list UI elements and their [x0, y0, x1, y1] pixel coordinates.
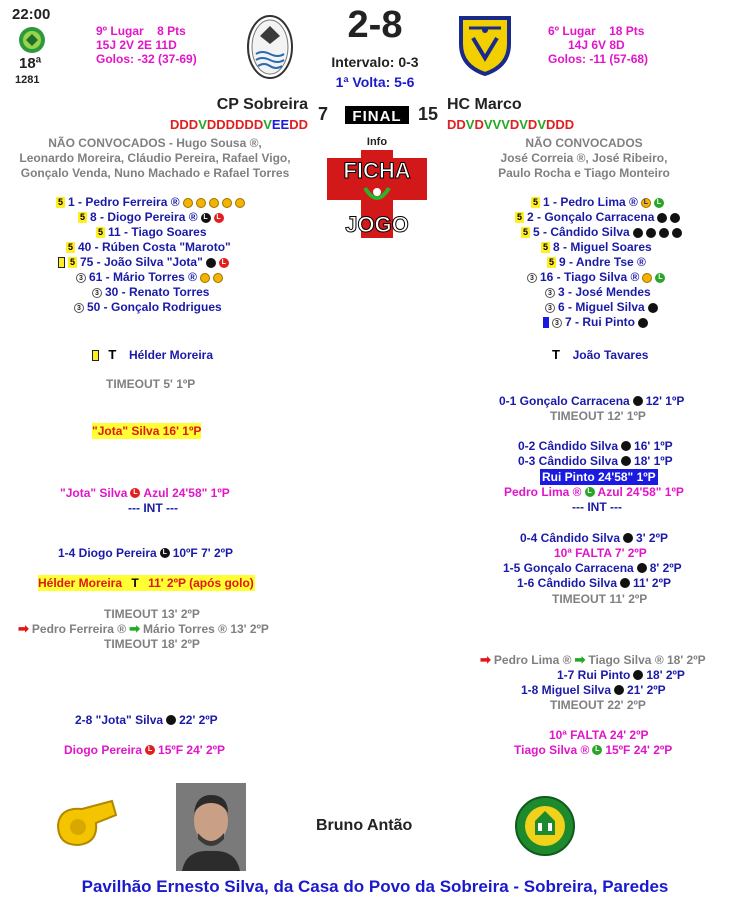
event-player: Hélder Moreira	[38, 576, 123, 590]
home-coach-card-event	[38, 575, 255, 591]
home-form-result: D	[225, 117, 236, 132]
away-stats	[548, 24, 688, 66]
match-status-badge: FINAL	[345, 106, 409, 124]
home-form-result: D	[188, 117, 199, 132]
away-player-name: 9 - Andre Tse ®	[559, 255, 646, 269]
green-l-dot-icon: L	[592, 745, 602, 755]
home-stats	[96, 24, 236, 66]
away-player-name: 8 - Miguel Soares	[553, 240, 652, 254]
sub-in-player: Mário Torres ® 13' 2ºP	[143, 622, 269, 636]
home-player-row[interactable]	[50, 240, 255, 255]
home-form-result: D	[253, 117, 264, 132]
home-player-name: 1 - Pedro Ferreira ®	[68, 195, 180, 209]
home-coach-row[interactable]	[92, 347, 213, 363]
away-player-row[interactable]	[495, 240, 695, 255]
away-goal-0-3	[518, 453, 673, 469]
home-event-jota-blue	[60, 485, 230, 501]
away-player-name: 5 - Cândido Silva	[533, 225, 630, 239]
circled-number-icon: 3	[552, 318, 562, 328]
home-goals: Golos: -32 (37-69)	[96, 52, 197, 66]
whistle-icon	[52, 795, 122, 855]
match-time: 22:00	[12, 6, 51, 23]
away-crest[interactable]	[457, 14, 513, 76]
black-dot-icon	[633, 228, 643, 238]
event-detail: 15ºF 24' 2ºP	[158, 743, 226, 757]
first-leg-score: 1ª Volta: 5-6	[335, 74, 415, 90]
red-l-dot-icon: L	[145, 745, 155, 755]
black-dot-icon	[637, 563, 647, 573]
home-team-name[interactable]: CP Sobreira	[216, 96, 308, 113]
event-player: 1-7 Rui Pinto	[557, 668, 631, 682]
event-detail: 10ºF 7' 2ºP	[172, 546, 234, 560]
event-player: 0-4 Cândido Silva	[520, 531, 621, 545]
event-player: Tiago Silva ®	[514, 743, 590, 757]
away-player-name: 16 - Tiago Silva ®	[540, 270, 640, 284]
sub-out-arrow-icon: ➡	[18, 621, 29, 636]
away-form-result: V	[492, 117, 502, 132]
yellow-dot-icon	[200, 273, 210, 283]
black-dot-icon	[614, 685, 624, 695]
event-player: 1-4 Diogo Pereira	[58, 546, 157, 560]
home-not-called-line-1: Leonardo Moreira, Cláudio Pereira, Rafael Vigo,	[19, 151, 291, 165]
circled-number-icon: 3	[545, 303, 555, 313]
coach-t-icon: T	[131, 576, 139, 590]
away-form-result: V	[501, 117, 510, 132]
home-player-name: 8 - Diogo Pereira ®	[90, 210, 198, 224]
round-number: 18ª	[19, 55, 42, 72]
five-badge-icon: 5	[516, 212, 522, 222]
yellow-dot-icon	[183, 198, 193, 208]
away-interval: --- INT ---	[572, 500, 622, 514]
black-dot-icon	[633, 670, 643, 680]
coach-t-icon: T	[552, 347, 560, 362]
home-team-number: 7	[318, 104, 329, 124]
venue-link[interactable]: Pavilhão Ernesto Silva, da Casa do Povo da Sobreira - Sobreira, Paredes	[81, 877, 669, 896]
green-l-dot-icon: L	[655, 273, 665, 283]
event-detail: 21' 2ºP	[627, 683, 666, 697]
event-player: 1-5 Gonçalo Carracena	[503, 561, 634, 575]
referee-photo[interactable]	[176, 783, 246, 871]
event-detail: 11' 2ºP (após golo)	[148, 576, 254, 590]
away-timeout-3: TIMEOUT 22' 2ºP	[550, 698, 646, 712]
ficha-jogo-button[interactable]	[325, 148, 429, 240]
black-dot-icon	[620, 578, 630, 588]
away-player-row[interactable]	[495, 255, 695, 270]
yellow-card-icon	[92, 350, 99, 361]
away-form-result: D	[545, 117, 556, 132]
away-form-sequence	[447, 117, 574, 132]
event-detail: Azul 24'58" 1ºP	[597, 485, 684, 499]
yellow-dot-icon	[222, 198, 232, 208]
home-player-row[interactable]	[50, 225, 255, 240]
five-badge-icon: 5	[57, 197, 63, 207]
event-player: 0-1 Gonçalo Carracena	[499, 394, 630, 408]
black-dot-icon	[621, 441, 631, 451]
yellow-dot-icon	[235, 198, 245, 208]
away-goals: Golos: -11 (57-68)	[548, 52, 649, 66]
home-coach-name: Hélder Moreira	[128, 348, 213, 362]
black-dot-icon	[657, 213, 667, 223]
home-player-name: 40 - Rúben Costa "Maroto"	[78, 240, 231, 254]
sub-out-arrow-icon: ➡	[480, 652, 491, 667]
away-player-name: 6 - Miguel Silva	[558, 300, 645, 314]
away-place: 6º Lugar	[548, 24, 596, 38]
home-goal-2-8	[75, 712, 218, 728]
home-timeout-1: TIMEOUT 5' 1ºP	[106, 377, 196, 391]
home-form-result: D	[235, 117, 245, 132]
home-form-result: D	[206, 117, 217, 132]
black-dot-icon	[672, 228, 682, 238]
away-timeout-1: TIMEOUT 12' 1ºP	[550, 409, 646, 423]
red-l-dot-icon: L	[214, 213, 224, 223]
home-player-name: 61 - Mário Torres ®	[89, 270, 197, 284]
away-form-result: D	[527, 117, 538, 132]
event-player: 1-6 Cândido Silva	[517, 576, 618, 590]
black-dot-icon	[659, 228, 669, 238]
home-not-called-line-0: - Hugo Sousa ®,	[168, 136, 262, 150]
event-player: 1-8 Miguel Silva	[521, 683, 612, 697]
away-coach-row[interactable]	[552, 347, 648, 363]
away-player-row[interactable]	[495, 300, 695, 315]
away-form-result: V	[465, 117, 475, 132]
home-timeout-2: TIMEOUT 13' 2ºP	[104, 607, 200, 621]
away-form-result: V	[537, 117, 546, 132]
home-form-result: V	[198, 117, 207, 132]
away-form-result: V	[483, 117, 493, 132]
away-not-called	[460, 136, 708, 181]
away-form-result: D	[564, 117, 575, 132]
blue-card-icon	[543, 317, 549, 328]
home-form-result: D	[298, 117, 308, 132]
event-detail: 18' 1ºP	[634, 454, 673, 468]
home-form-result: D	[170, 117, 180, 132]
home-not-called-line-2: Gonçalo Venda, Nuno Machado e Rafael Torres	[20, 166, 290, 180]
circled-number-icon: 3	[76, 273, 86, 283]
black-dot-icon	[638, 318, 648, 328]
away-event-rui-pinto: Rui Pinto 24'58" 1ºP	[542, 470, 656, 484]
black-dot-icon	[648, 303, 658, 313]
home-not-called	[2, 136, 308, 181]
black-dot-icon	[623, 533, 633, 543]
home-form-result: E	[280, 117, 290, 132]
black-l-dot-icon: L	[160, 548, 170, 558]
five-badge-icon: 5	[532, 197, 538, 207]
red-l-dot-icon: L	[130, 488, 140, 498]
five-badge-icon: 5	[542, 242, 548, 252]
away-event-tiago	[514, 742, 672, 758]
black-dot-icon	[646, 228, 656, 238]
home-not-called-label: NÃO CONVOCADOS	[48, 136, 166, 150]
home-player-row[interactable]	[50, 255, 255, 270]
yellow-dot-icon	[213, 273, 223, 283]
away-not-called-line-1: Paulo Rocha e Tiago Monteiro	[498, 166, 670, 180]
away-player-list	[495, 195, 695, 330]
away-player-row[interactable]	[495, 225, 695, 240]
black-dot-icon	[166, 715, 176, 725]
away-form-result: V	[519, 117, 528, 132]
home-event-jota-16	[92, 423, 201, 439]
black-dot-icon	[670, 213, 680, 223]
away-goal-1-7	[557, 667, 685, 683]
info-label: Info	[366, 136, 388, 148]
away-not-called-label: NÃO CONVOCADOS	[525, 136, 643, 150]
five-badge-icon: 5	[548, 257, 554, 267]
away-player-row[interactable]	[495, 210, 695, 225]
red-l-dot-icon: L	[219, 258, 229, 268]
away-team-name[interactable]: HC Marco	[447, 96, 522, 113]
home-crest[interactable]	[246, 14, 294, 80]
away-falta-10b: 10ª FALTA 24' 2ºP	[549, 728, 649, 742]
event-detail: Azul 24'58" 1ºP	[143, 486, 230, 500]
home-form-result: D	[244, 117, 254, 132]
home-record: 15J 2V 2E 11D	[96, 38, 177, 52]
event-player: Pedro Lima ®	[504, 485, 582, 499]
away-goal-1-8	[521, 682, 666, 698]
away-form-result: D	[555, 117, 565, 132]
event-player: 0-3 Cândido Silva	[518, 454, 619, 468]
home-form-result: D	[289, 117, 299, 132]
home-goal-1-4	[58, 545, 233, 561]
yellow-dot-icon	[196, 198, 206, 208]
away-player-row[interactable]	[495, 195, 695, 210]
away-substitution	[480, 652, 706, 668]
event-detail: 18' 2ºP	[646, 668, 685, 682]
yellow-dot-icon	[642, 273, 652, 283]
five-badge-icon: 5	[67, 242, 73, 252]
final-score: 2-8	[347, 4, 403, 46]
away-form-result: D	[509, 117, 520, 132]
away-event-pedro-lima	[504, 484, 684, 500]
away-form-result: D	[474, 117, 484, 132]
black-l-dot-icon: L	[201, 213, 211, 223]
away-not-called-line-0: José Correia ®, José Ribeiro,	[500, 151, 668, 165]
home-player-name: 11 - Tiago Soares	[108, 225, 207, 239]
event-detail: 22' 2ºP	[179, 713, 218, 727]
away-falta-10: 10ª FALTA 7' 2ºP	[554, 546, 647, 560]
five-badge-icon: 5	[97, 227, 103, 237]
away-goal-1-5	[503, 560, 682, 576]
black-dot-icon	[621, 456, 631, 466]
event-detail: 15ºF 24' 2ºP	[605, 743, 673, 757]
home-event-diogo	[64, 742, 225, 758]
sub-in-arrow-icon: ➡	[574, 652, 586, 667]
event-text: "Jota" Silva 16' 1ºP	[92, 424, 202, 438]
coach-t-icon: T	[108, 347, 117, 362]
away-player-name: 1 - Pedro Lima ®	[543, 195, 638, 209]
home-player-name: 30 - Renato Torres	[105, 285, 210, 299]
away-player-row[interactable]	[495, 270, 695, 285]
ficha-bottom-text: JOGO	[345, 212, 409, 237]
home-form-result: D	[179, 117, 189, 132]
game-id: 1281	[15, 74, 40, 86]
circled-number-icon: 3	[74, 303, 84, 313]
event-detail: 12' 1ºP	[645, 394, 685, 408]
away-goal-1-6	[517, 575, 671, 591]
home-form-result: E	[271, 117, 281, 132]
away-player-name: 7 - Rui Pinto	[565, 315, 635, 329]
circled-number-icon: 3	[527, 273, 537, 283]
away-player-name: 2 - Gonçalo Carracena	[527, 210, 655, 224]
away-player-row[interactable]	[495, 315, 695, 330]
interval-score: Intervalo: 0-3	[331, 54, 419, 70]
home-player-name: 75 - João Silva "Jota"	[80, 255, 203, 269]
event-player: 2-8 "Jota" Silva	[75, 713, 164, 727]
sub-in-player: Tiago Silva ® 18' 2ºP	[588, 653, 706, 667]
event-player: "Jota" Silva	[60, 486, 128, 500]
home-form-sequence	[170, 117, 308, 132]
home-player-row[interactable]	[50, 210, 255, 225]
event-player: 0-2 Cândido Silva	[518, 439, 619, 453]
green-l-dot-icon: L	[585, 487, 595, 497]
away-player-name: 3 - José Mendes	[558, 285, 651, 299]
home-interval: --- INT ---	[128, 501, 178, 515]
away-goal-0-4	[520, 530, 668, 546]
away-team-number: 15	[418, 104, 439, 124]
referee-name[interactable]: Bruno Antão	[316, 817, 413, 834]
yellow-l-dot-icon: L	[641, 198, 651, 208]
home-player-name: 50 - Gonçalo Rodrigues	[87, 300, 222, 314]
event-detail: 11' 2ºP	[633, 576, 671, 590]
event-detail: 8' 2ºP	[649, 561, 682, 575]
sub-out-player: Pedro Ferreira ®	[31, 622, 127, 636]
home-place: 9º Lugar	[96, 24, 144, 38]
home-player-row[interactable]	[50, 285, 255, 300]
yellow-dot-icon	[209, 198, 219, 208]
away-timeout-2: TIMEOUT 11' 2ºP	[552, 592, 648, 606]
away-record: 14J 6V 8D	[568, 38, 625, 52]
away-player-row[interactable]	[495, 285, 695, 300]
away-form-result: D	[447, 117, 457, 132]
home-form-result: D	[216, 117, 226, 132]
home-form-result: V	[263, 117, 272, 132]
black-dot-icon	[206, 258, 216, 268]
competition-logo[interactable]	[18, 26, 46, 54]
home-player-row[interactable]	[50, 195, 255, 210]
home-player-list	[50, 195, 255, 315]
home-timeout-3: TIMEOUT 18' 2ºP	[104, 637, 200, 651]
association-logo[interactable]	[514, 795, 576, 857]
away-goal-0-2	[518, 438, 673, 454]
home-points: 8 Pts	[157, 24, 186, 38]
sub-in-arrow-icon: ➡	[129, 621, 141, 636]
sub-out-player: Pedro Lima ®	[493, 653, 572, 667]
circled-number-icon: 3	[545, 288, 555, 298]
event-player: Diogo Pereira	[64, 743, 143, 757]
yellow-card-icon	[58, 257, 65, 268]
away-goal-0-1	[499, 393, 684, 409]
green-l-dot-icon: L	[654, 198, 664, 208]
away-form-result: D	[456, 117, 466, 132]
away-coach-name: João Tavares	[572, 348, 649, 362]
home-player-row[interactable]	[50, 300, 255, 315]
home-substitution	[18, 621, 269, 637]
five-badge-icon: 5	[522, 227, 528, 237]
away-points: 18 Pts	[609, 24, 645, 38]
circled-number-icon: 3	[92, 288, 102, 298]
black-dot-icon	[633, 396, 643, 406]
event-detail: 3' 2ºP	[636, 531, 668, 545]
five-badge-icon: 5	[79, 212, 85, 222]
event-detail: 16' 1ºP	[634, 439, 673, 453]
ficha-top-text: FICHA	[343, 158, 411, 183]
home-player-row[interactable]	[50, 270, 255, 285]
five-badge-icon: 5	[69, 257, 75, 267]
